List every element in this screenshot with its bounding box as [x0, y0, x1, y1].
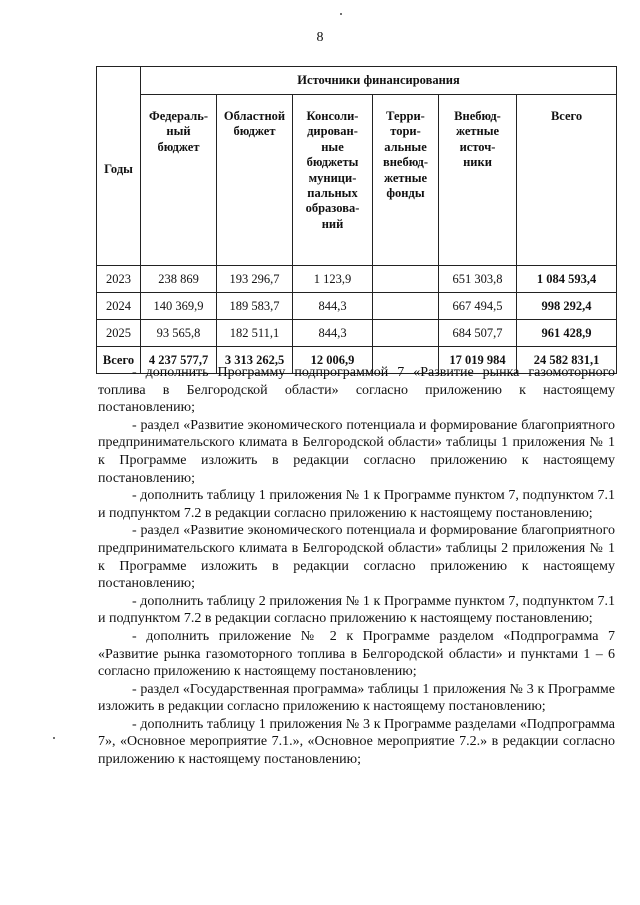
cell-territorial [373, 320, 439, 347]
row-year: 2024 [97, 293, 141, 320]
col-header-municipal [293, 95, 373, 266]
paragraph: - раздел «Развитие экономического потенциала и формирование благоприятного предпринимательского климата в Белгородской области» таблицы 1 приложения № 1 к Программе изложить в редакции согласно приложению к настоящему постановлению; [98, 417, 615, 486]
col-header-extra [439, 95, 517, 266]
cell-regional: 189 583,7 [217, 293, 293, 320]
paragraph: - дополнить таблицу 2 приложения № 1 к Программе пунктом 7, подпунктом 7.1 и подпунктом 7.2 в редакции согласно приложению к настоящему постановлению; [98, 593, 615, 627]
sources-header: Источники финансирования [141, 67, 617, 95]
row-year: 2025 [97, 320, 141, 347]
financing-table [96, 66, 617, 374]
cell-total: 961 428,9 [517, 320, 617, 347]
cell-regional: 193 296,7 [217, 266, 293, 293]
col-header-regional-text: Областной бюджет [223, 109, 286, 139]
col-header-territorial-text: Терри- тори- альные внебюд- жетные фонды [382, 109, 429, 201]
cell-territorial [373, 266, 439, 293]
paragraph: - дополнить приложение № 2 к Программе разделом «Подпрограмма 7 «Развитие рынка газомоторного топлива в Белгородской области» и пунктами 1 – 6 согласно приложению к настоящему постановлению; [98, 628, 615, 680]
cell-municipal: 12 006,9 [293, 347, 373, 374]
document-body [98, 364, 615, 769]
col-header-regional [217, 95, 293, 266]
cell-regional: 182 511,1 [217, 320, 293, 347]
paragraph: - раздел «Государственная программа» таблицы 1 приложения № 3 к Программе изложить в редакции согласно приложению к настоящему постановлению; [98, 681, 615, 715]
cell-municipal: 844,3 [293, 320, 373, 347]
paragraph: - дополнить таблицу 1 приложения № 3 к Программе разделами «Подпрограмма 7», «Основное мероприятие 7.1.», «Основное мероприятие 7.2.» в редакции согласно приложению к настоящему постановлению; [98, 716, 615, 768]
cell-total: 24 582 831,1 [517, 347, 617, 374]
table-row [97, 293, 617, 320]
row-year: 2023 [97, 266, 141, 293]
cell-total: 998 292,4 [517, 293, 617, 320]
cell-total: 1 084 593,4 [517, 266, 617, 293]
col-header-federal [141, 95, 217, 266]
col-header-territorial [373, 95, 439, 266]
paragraph: - дополнить Программу подпрограммой 7 «Развитие рынка газомоторного топлива в Белгородской области» согласно приложению к настоящему постановлению; [98, 365, 615, 416]
cell-extra: 17 019 984 [439, 347, 517, 374]
cell-territorial [373, 293, 439, 320]
cell-extra: 667 494,5 [439, 293, 517, 320]
row-year: Всего [97, 347, 141, 374]
cell-extra: 651 303,8 [439, 266, 517, 293]
table-row [97, 320, 617, 347]
page-number: 8 [316, 30, 324, 45]
paragraph: - раздел «Развитие экономического потенциала и формирование благоприятного предпринимательского климата в Белгородской области» таблицы 2 приложения № 1 к Программе изложить в редакции согласно приложению к настоящему постановлению; [98, 523, 615, 592]
cell-municipal: 1 123,9 [293, 266, 373, 293]
col-header-extra-text: Внебюд- жетные источ- ники [454, 109, 501, 170]
paragraph: - дополнить таблицу 1 приложения № 1 к Программе пунктом 7, подпунктом 7.1 и подпунктом 7.2 в редакции согласно приложению к настоящему постановлению; [98, 488, 615, 521]
cell-federal: 140 369,9 [141, 293, 217, 320]
cell-municipal: 844,3 [293, 293, 373, 320]
col-header-total [517, 95, 617, 266]
col-header-federal-text: Федераль- ный бюджет [148, 109, 209, 154]
cell-regional: 3 313 262,5 [217, 347, 293, 374]
table-row [97, 266, 617, 293]
years-header: Годы [97, 67, 141, 266]
scan-speck [340, 13, 342, 15]
col-header-municipal-text: Консоли- дирован- ные бюджеты муници- пальных образова- ний [305, 109, 360, 231]
col-header-total-text: Всего [550, 109, 583, 123]
cell-extra: 684 507,7 [439, 320, 517, 347]
cell-federal: 93 565,8 [141, 320, 217, 347]
cell-federal: 238 869 [141, 266, 217, 293]
scan-speck [53, 737, 55, 739]
cell-federal: 4 237 577,7 [141, 347, 217, 374]
